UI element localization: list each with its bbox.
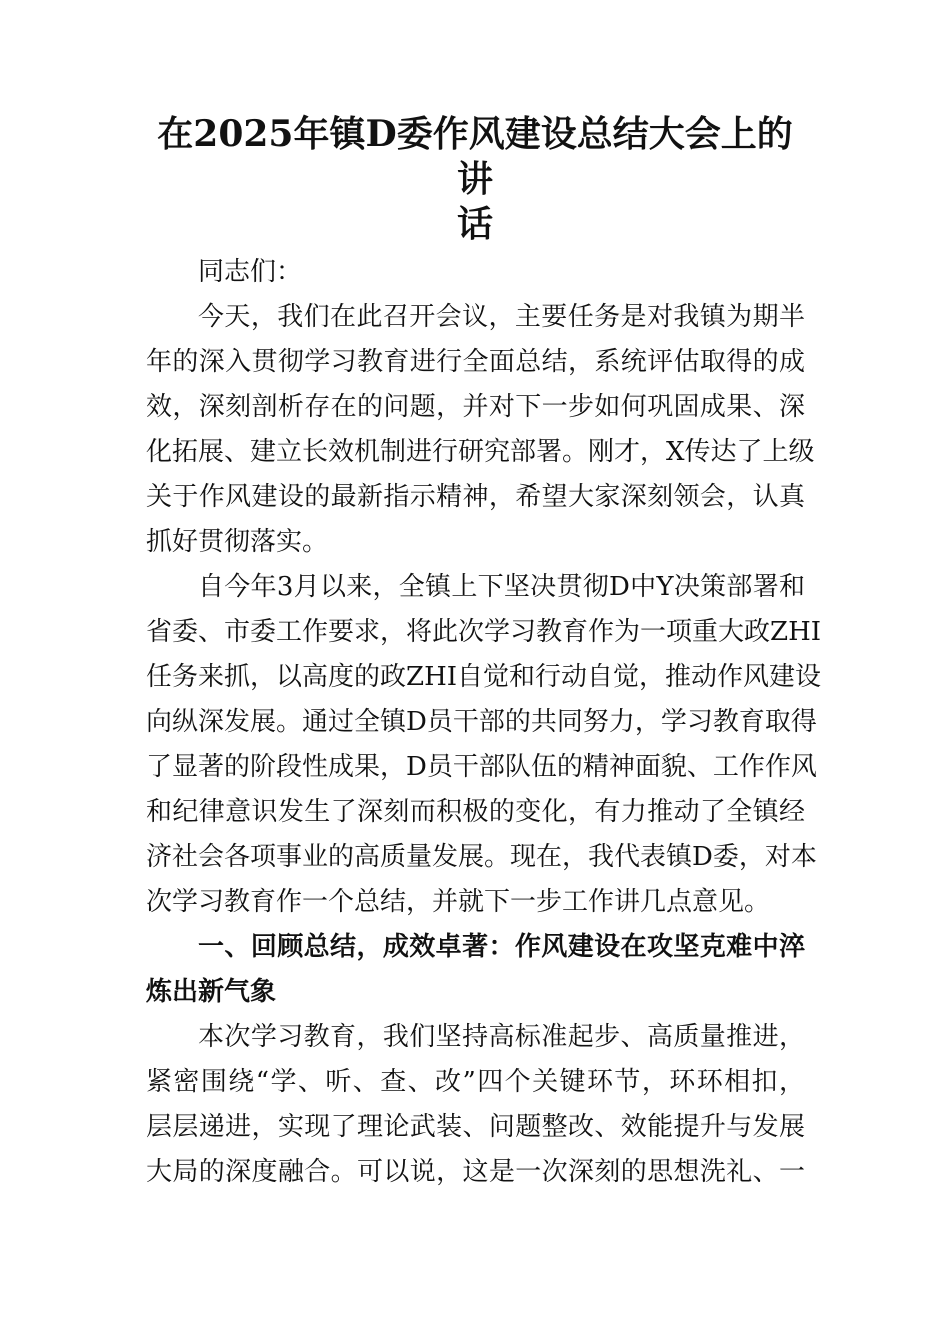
text-line: 省委、市委工作要求，将此次学习教育作为一项重大政ZHI — [146, 617, 822, 647]
text-line: 关于作风建设的最新指示精神，希望大家深刻领会，认真 — [146, 482, 805, 512]
text-line: 大局的深度融合。可以说，这是一次深刻的思想洗礼、一 — [146, 1157, 805, 1187]
text-line: 年的深入贯彻学习教育进行全面总结，系统评估取得的成 — [146, 347, 805, 377]
document-title — [140, 112, 810, 247]
paragraph-3 — [146, 1015, 805, 1195]
text-line: 效，深刻剖析存在的问题，并对下一步如何巩固成果、深 — [146, 392, 805, 422]
title-line: 话 — [456, 203, 493, 245]
text-line: 自今年3月以来，全镇上下坚决贯彻D中Y决策部署和 — [198, 572, 805, 602]
heading-line: 炼出新气象 — [146, 977, 277, 1007]
section-heading — [146, 925, 805, 1015]
paragraph-2 — [146, 565, 822, 925]
paragraph-1 — [146, 295, 815, 565]
text-line: 化拓展、建立长效机制进行研究部署。刚才，X传达了上级 — [146, 437, 815, 467]
text-line: 今天，我们在此召开会议，主要任务是对我镇为期半 — [198, 302, 805, 332]
text-line: 和纪律意识发生了深刻而积极的变化，有力推动了全镇经 — [146, 797, 805, 827]
text-line: 抓好贯彻落实。 — [146, 527, 329, 557]
text-line: 层层递进，实现了理论武装、问题整改、效能提升与发展 — [146, 1112, 805, 1142]
text-line: 向纵深发展。通过全镇D员干部的共同努力，学习教育取得 — [146, 707, 817, 737]
heading-line: 一、回顾总结，成效卓著：作风建设在攻坚克难中淬 — [198, 932, 805, 962]
text-line: 紧密围绕“学、听、查、改”四个关键环节，环环相扣， — [146, 1067, 805, 1097]
document-body — [146, 250, 822, 1195]
text-line: 任务来抓，以高度的政ZHI自觉和行动自觉，推动作风建设 — [146, 662, 822, 692]
text-line: 了显著的阶段性成果，D员干部队伍的精神面貌、工作作风 — [146, 752, 817, 782]
text-line: 次学习教育作一个总结，并就下一步工作讲几点意见。 — [146, 887, 771, 917]
text-line: 本次学习教育，我们坚持高标准起步、高质量推进， — [198, 1022, 805, 1052]
text-line: 济社会各项事业的高质量发展。现在，我代表镇D委，对本 — [146, 842, 817, 872]
salutation: 同志们： — [198, 257, 303, 287]
title-line: 在2025年镇D委作风建设总结大会上的讲 — [157, 113, 793, 200]
